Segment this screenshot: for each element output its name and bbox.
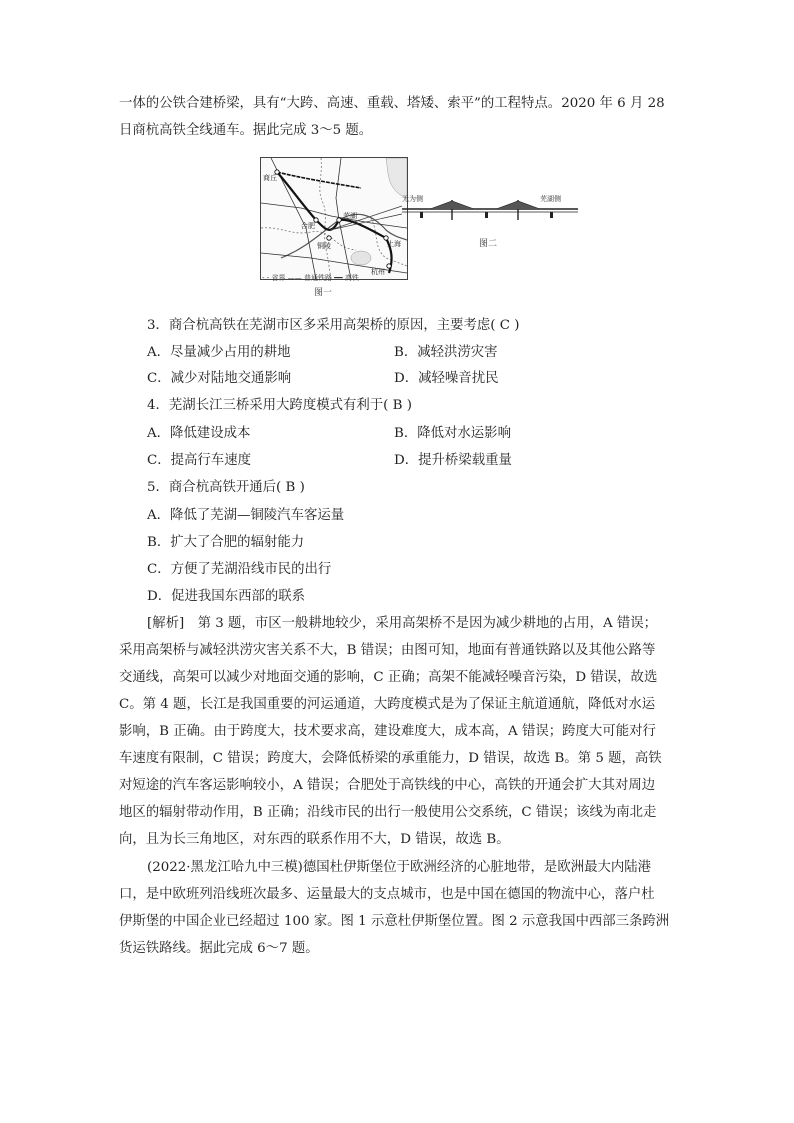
figure2-caption: 图二: [479, 239, 498, 249]
question-5-stem: 5．商合杭高铁开通后( B ): [147, 480, 305, 495]
label-shangqiu: 商丘: [263, 174, 277, 182]
label-shanghai: 上海: [387, 240, 401, 248]
q4-option-c: C．提高行车速度: [147, 453, 251, 468]
passage-line: (2022·黑龙江哈九中三模)德国杜伊斯堡位于欧洲经济的心脏地带，是欧洲最大内陆港: [147, 860, 652, 875]
analysis-line: C。第 4 题，长江是我国重要的河运通道，大跨度模式是为了保证主航道通航，降低对水运: [119, 697, 656, 712]
passage-line: 货运铁路线。据此完成 6～7 题。: [119, 941, 319, 956]
analysis-line: 采用高架桥与减轻洪涝灾害关系不大，B 错误；由图可知，地面有普通铁路以及其他公路等: [119, 643, 656, 658]
q4-option-a: A．降低建设成本: [147, 426, 251, 441]
analysis-line: 向，且为长三角地区，对东西的联系作用不大，D 错误，故选 B。: [119, 832, 510, 847]
passage-line: 口，是中欧班列沿线班次最多、运量最大的支点城市，也是中国在德国的物流中心，落户杜: [119, 887, 655, 902]
q5-option-a: A．降低了芜湖—铜陵汽车客运量: [147, 508, 345, 523]
passage-line: 伊斯堡的中国企业已经超过 100 家。图 1 示意杜伊斯堡位置。图 2 示意我国中西部三条跨洲: [119, 914, 670, 929]
analysis-line: 交通线，高架可以减少对地面交通的影响，C 正确；高架不能减轻噪音污染，D 错误，故选: [119, 670, 658, 685]
analysis-line: 对短途的汽车客运影响较小，A 错误；合肥处于高铁线的中心，高铁的开通会扩大其对周边: [119, 778, 656, 793]
question-3-stem: 3．商合杭高铁在芜湖市区多采用高架桥的原因，主要考虑( C ): [147, 318, 520, 333]
analysis-line: 地区的辐射带动作用，B 正确；沿线市民的出行一般使用公交系统，C 错误；该线为南北走: [119, 805, 657, 820]
q3-option-a: A．尽量减少占用的耕地: [147, 345, 291, 360]
analysis-line: 车速度有限制，C 错误；跨度大，会降低桥梁的承重能力，D 错误，故选 B。第 5 题，高铁: [119, 751, 662, 766]
label-hangzhou: 杭州: [371, 268, 385, 276]
q3-option-c: C．减少对陆地交通影响: [147, 371, 292, 386]
figure1-caption: 图一: [314, 288, 333, 298]
label-tongling: 铜陵: [317, 242, 331, 250]
q3-option-d: D．减轻噪音扰民: [394, 371, 499, 386]
question-4-stem: 4．芜湖长江三桥采用大跨度模式有利于( B ): [147, 398, 412, 413]
intro-line-1: 一体的公铁合建桥梁，具有“大跨、高速、重载、塔矮、索平”的工程特点。2020 年 6 月 28: [119, 96, 665, 111]
analysis-line: 影响，B 正确。由于跨度大，技术要求高，建设难度大，成本高，A 错误；跨度大可能对行: [119, 724, 656, 739]
figure1-legend: - - 省界 —— 普通铁路 ━━ 高铁: [262, 274, 359, 282]
q5-option-d: D．促进我国东西部的联系: [147, 589, 306, 604]
q4-option-d: D．提升桥梁载重量: [394, 453, 512, 468]
bridge-left-label: 无为侧: [402, 195, 423, 203]
label-hefei: 合肥: [301, 222, 315, 230]
q3-option-b: B．减轻洪涝灾害: [394, 345, 498, 360]
label-wuhu: 芜湖: [343, 212, 357, 220]
intro-line-2: 日商杭高铁全线通车。据此完成 3～5 题。: [119, 123, 373, 138]
figure-connector: [330, 200, 410, 240]
q5-option-b: B．扩大了合肥的辐射能力: [147, 535, 305, 550]
q4-option-b: B．降低对水运影响: [394, 426, 511, 441]
q5-option-c: C．方便了芜湖沿线市民的出行: [147, 562, 332, 577]
figure2-bridge: [400, 196, 580, 226]
bridge-right-label: 芜湖侧: [540, 195, 561, 203]
analysis-line: [解析] 第 3 题，市区一般耕地较少，采用高架桥不是因为减少耕地的占用，A 错误；: [147, 616, 658, 631]
